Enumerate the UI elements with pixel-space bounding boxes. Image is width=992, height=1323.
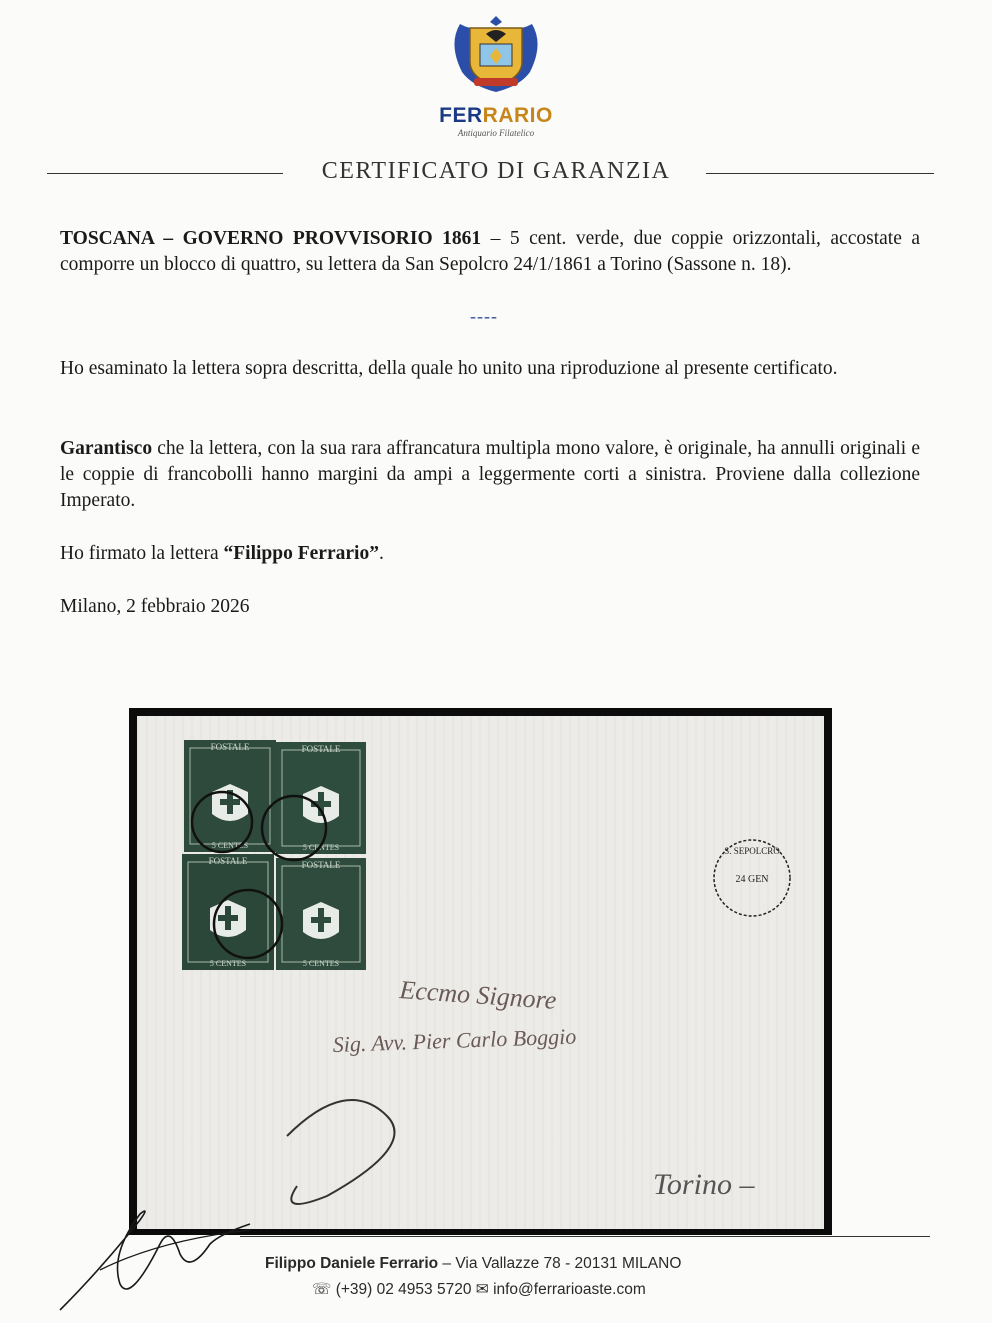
address-line-1: Eccmo Signore [398, 975, 558, 1015]
footer-email[interactable]: info@ferrarioaste.com [493, 1281, 646, 1298]
postmark-text: S. SEPOLCRO [724, 846, 780, 856]
footer-address: – Via Vallazze 78 - 20131 MILANO [438, 1255, 682, 1272]
guarantee-heading: Garantisco [60, 438, 153, 459]
footer-rule [240, 1236, 930, 1237]
title-rule-left [47, 173, 283, 174]
footer-name: Filippo Daniele Ferrario [265, 1255, 439, 1272]
description-paragraph [60, 226, 920, 278]
brand-tagline: Antiquario Filatelico [457, 128, 535, 138]
description-text: – 5 cent. verde, due coppie orizzontali, accostate a comporre un blocco di quattro, su lettera da San Sepolcro 24/1/1861 a Torino (Sassone n. 18). [60, 228, 920, 275]
phone-icon: ☏ [312, 1281, 336, 1298]
letter-image [137, 716, 824, 1229]
stamp-label-bl: FOSTALE [208, 856, 248, 866]
footer-name-line [265, 1255, 681, 1273]
stamp-value-bl: 5 CENTES [209, 959, 247, 968]
signature-name: “Filippo Ferrario” [223, 543, 379, 564]
stamp-value-br: 5 CENTES [302, 959, 340, 968]
title-rule-right [706, 173, 934, 174]
examination-paragraph: Ho esaminato la lettera sopra descritta, della quale ho unito una riproduzione al presente certificato. [60, 358, 838, 379]
separator: ---- [470, 306, 498, 326]
stamp-value-tr: 5 CENTES [302, 843, 340, 852]
footer-contact-line [312, 1280, 646, 1299]
guarantee-text: che la lettera, con la sua rara affrancatura multipla mono valore, è originale, ha annulli originali e le coppie di francobolli hanno margini da ampi a leggermente corti a sinistra. Proviene dalla collezione Imperato. [60, 438, 920, 511]
stamp-label-tl: FOSTALE [210, 742, 250, 752]
footer-phone: (+39) 02 4953 5720 [335, 1281, 472, 1298]
stamp-label-br: FOSTALE [301, 860, 341, 870]
stamp-value-tl: 5 CENTES [211, 841, 249, 850]
handwritten-address [137, 716, 824, 1229]
handwritten-signature [40, 1160, 300, 1320]
signature-statement-text: Ho firmato la lettera [60, 543, 224, 564]
signature-statement-end: . [378, 543, 384, 564]
address-city: Torino – [653, 1168, 755, 1201]
signature-statement [60, 541, 920, 567]
date-line: Milano, 2 febbraio 2026 [60, 596, 250, 617]
certificate-title: CERTIFICATO DI GARANZIA [321, 158, 671, 184]
brand-name: FERRARIO [439, 104, 553, 127]
postmark-date: 24 GEN [735, 874, 769, 885]
guarantee-paragraph [60, 436, 920, 514]
description-heading: TOSCANA – GOVERNO PROVVISORIO 1861 [60, 228, 482, 249]
email-icon: ✉ [475, 1281, 494, 1298]
address-line-2: Sig. Avv. Pier Carlo Boggio [332, 1023, 577, 1057]
coat-of-arms-logo [440, 14, 552, 94]
stamp-label-tr: FOSTALE [301, 744, 341, 754]
